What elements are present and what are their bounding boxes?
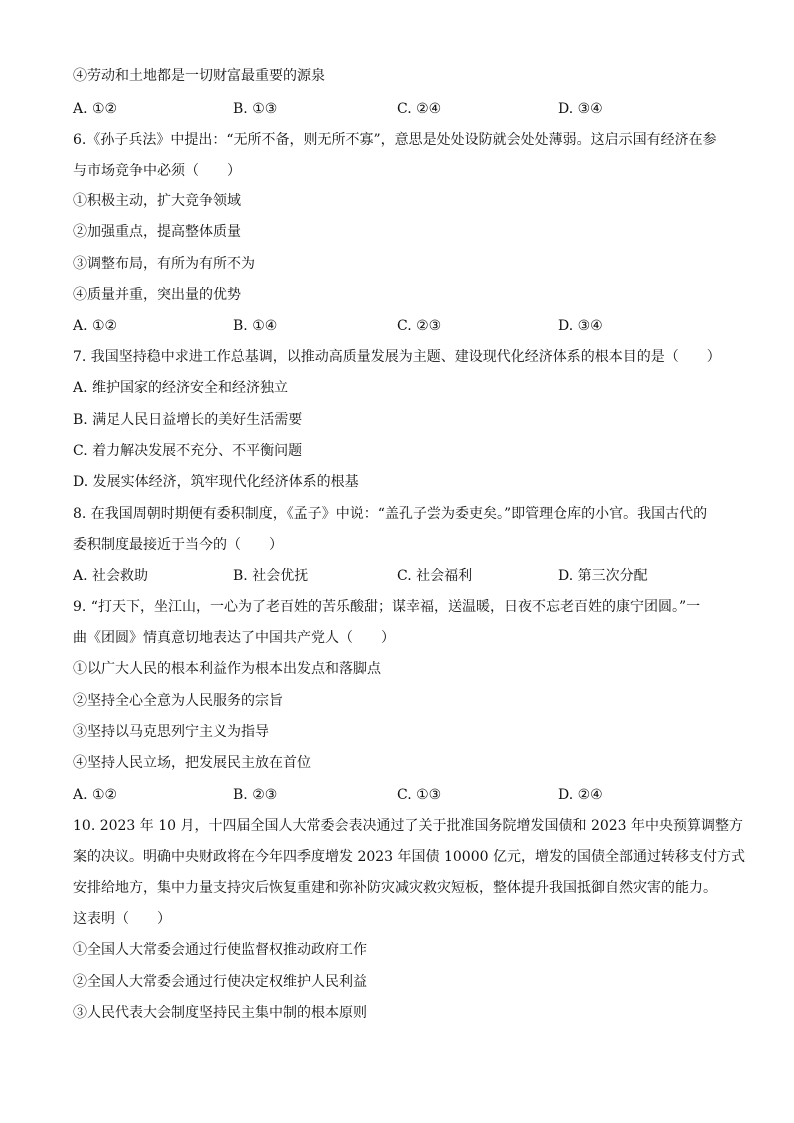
question-6-stem-cont: 与市场竞争中必须（ ） <box>73 163 241 179</box>
question-9-stem: 9. “打天下，坐江山，一心为了老百姓的苦乐酸甜；谋幸福，送温暖，日夜不忘老百姓的康宁团圆。”一 <box>73 599 701 615</box>
question-7-option-b: B. 满足人民日益增长的美好生活需要 <box>73 412 303 428</box>
option-a: A. ①② <box>73 101 118 117</box>
options-row-q6 <box>73 317 733 335</box>
statement-4: ④坚持人民立场，把发展民主放在首位 <box>73 755 311 771</box>
statement-3: ③调整布局，有所为有所不为 <box>73 256 255 272</box>
option-c: C. ②③ <box>397 318 442 334</box>
option-b: B. ①③ <box>233 101 278 117</box>
statement-1: ①以广大人民的根本利益作为根本出发点和落脚点 <box>73 661 381 677</box>
option-d: D. ③④ <box>558 101 603 117</box>
statement-4: ④质量并重，突出量的优势 <box>73 287 241 303</box>
option-d: D. 第三次分配 <box>558 568 648 584</box>
question-7-stem: 7. 我国坚持稳中求进工作总基调，以推动高质量发展为主题、建设现代化经济体系的根本目的是（ ） <box>73 349 721 365</box>
question-7-option-a: A. 维护国家的经济安全和经济独立 <box>73 380 289 396</box>
option-d: D. ②④ <box>558 787 603 803</box>
option-b: B. 社会优抚 <box>233 568 309 584</box>
question-8-stem: 8. 在我国周朝时期便有委积制度，《孟子》中说：“盖孔子尝为委吏矣。”即管理仓库的小官。我国古代的 <box>73 506 708 522</box>
question-6-stem: 6.《孙子兵法》中提出：“无所不备，则无所不寡”，意思是处处设防就会处处薄弱。这启示国有经济在参 <box>73 132 717 148</box>
statement-3: ③坚持以马克思列宁主义为指导 <box>73 724 269 740</box>
option-d: D. ③④ <box>558 318 603 334</box>
option-c: C. ①③ <box>397 787 442 803</box>
statement-4: ④劳动和土地都是一切财富最重要的源泉 <box>73 68 325 84</box>
option-a: A. ①② <box>73 787 118 803</box>
statement-2: ②全国人大常委会通过行使决定权维护人民利益 <box>73 974 367 990</box>
question-10-stem-cont: 案的决议。明确中央财政将在今年四季度增发 2023 年国债 10000 亿元，增发的国债全部通过转移支付方式 <box>73 849 745 865</box>
option-c: C. ②④ <box>397 101 442 117</box>
question-8-stem-cont: 委积制度最接近于当今的（ ） <box>73 537 283 553</box>
option-a: A. 社会救助 <box>73 568 149 584</box>
options-row-q8 <box>73 567 733 585</box>
question-7-option-c: C. 着力解决发展不充分、不平衡问题 <box>73 443 303 459</box>
statement-3: ③人民代表大会制度坚持民主集中制的根本原则 <box>73 1005 367 1021</box>
option-b: B. ②③ <box>233 787 278 803</box>
option-b: B. ①④ <box>233 318 278 334</box>
question-10-stem: 10. 2023 年 10 月，十四届全国人大常委会表决通过了关于批准国务院增发国债和 2023 年中央预算调整方 <box>73 818 744 834</box>
option-c: C. 社会福利 <box>397 568 473 584</box>
statement-2: ②加强重点，提高整体质量 <box>73 224 241 240</box>
question-9-stem-cont: 曲《团圆》情真意切地表达了中国共产党人（ ） <box>73 630 395 646</box>
statement-1: ①积极主动，扩大竞争领域 <box>73 193 241 209</box>
options-row-q9 <box>73 786 733 804</box>
question-10-stem-cont: 安排给地方，集中力量支持灾后恢复重建和弥补防灾减灾救灾短板，整体提升我国抵御自然灾害的能力。 <box>73 880 717 896</box>
question-7-option-d: D. 发展实体经济，筑牢现代化经济体系的根基 <box>73 474 359 490</box>
options-row-q5 <box>73 100 733 118</box>
question-10-stem-cont: 这表明（ ） <box>73 911 171 927</box>
statement-1: ①全国人大常委会通过行使监督权推动政府工作 <box>73 942 367 958</box>
statement-2: ②坚持全心全意为人民服务的宗旨 <box>73 693 283 709</box>
option-a: A. ①② <box>73 318 118 334</box>
